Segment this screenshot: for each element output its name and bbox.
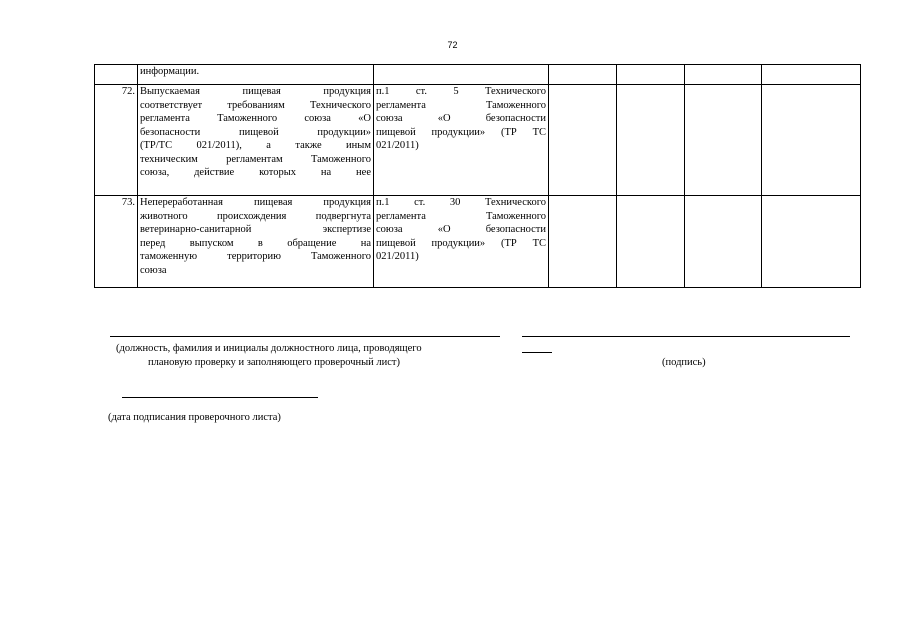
answer-na-cell[interactable] [685, 196, 762, 288]
requirement-line: (ТР/ТС 021/2011), а также иным [140, 140, 371, 151]
note-cell[interactable] [762, 65, 861, 85]
reference-line: пищевой продукции» (ТР ТС [376, 237, 546, 249]
reference-cell [374, 65, 549, 85]
reference-line: 021/2011) [376, 140, 419, 151]
answer-no-cell[interactable] [617, 196, 685, 288]
answer-yes-cell[interactable] [549, 65, 617, 85]
reference-line: п.1 ст. 30 Технического [376, 197, 546, 208]
official-caption-line-2: плановую проверку и заполняющего проверочный лист) [148, 357, 401, 368]
reference-line: регламента Таможенного [376, 210, 546, 222]
requirement-cell [138, 85, 374, 196]
table-body [95, 65, 861, 288]
requirement-line: соответствует требованиям Технического [140, 99, 371, 111]
requirement-line: животного происхождения подвергнута [140, 210, 371, 222]
requirement-line: техническим регламентам Таможенного [140, 153, 371, 165]
reference-cell [374, 85, 549, 196]
note-cell[interactable] [762, 196, 861, 288]
signature-line[interactable] [522, 336, 850, 337]
requirement-cell [138, 196, 374, 288]
requirement-line: союза [140, 264, 167, 276]
requirement-cell [138, 65, 374, 85]
row-number [95, 65, 138, 85]
date-signature-line[interactable] [122, 397, 318, 398]
requirement-line: Непереработанная пищевая продукция [140, 197, 371, 208]
signature-line-tail [522, 352, 552, 353]
answer-yes-cell[interactable] [549, 196, 617, 288]
date-caption: (дата подписания проверочного листа) [108, 412, 281, 423]
requirement-line: регламента Таможенного союза «О [140, 113, 371, 124]
table-row [95, 65, 861, 85]
requirement-line: информации. [140, 66, 200, 77]
reference-line: союза «О безопасности [376, 224, 546, 235]
checklist-table [94, 64, 861, 288]
answer-na-cell[interactable] [685, 85, 762, 196]
reference-line: п.1 ст. 5 Технического [376, 86, 546, 97]
answer-no-cell[interactable] [617, 65, 685, 85]
requirement-line: перед выпуском в обращение на [140, 237, 371, 249]
signature-caption: (подпись) [662, 357, 706, 368]
requirement-line: союза, действие которых на нее [140, 167, 371, 178]
page-number: 72 [447, 40, 458, 50]
reference-line: 021/2011) [376, 251, 419, 262]
note-cell[interactable] [762, 85, 861, 196]
official-signature-line[interactable] [110, 336, 500, 337]
reference-cell [374, 196, 549, 288]
table-row [95, 85, 861, 196]
answer-yes-cell[interactable] [549, 85, 617, 196]
reference-line: союза «О безопасности [376, 113, 546, 124]
row-number: 72. [95, 85, 138, 196]
requirement-line: таможенную территорию Таможенного [140, 251, 371, 262]
requirement-line: ветеринарно-санитарной экспертизе [140, 224, 371, 235]
reference-line: пищевой продукции» (ТР ТС [376, 126, 546, 138]
reference-line: регламента Таможенного [376, 99, 546, 111]
requirement-line: безопасности пищевой продукции» [140, 126, 371, 138]
official-caption-line-1: (должность, фамилия и инициалы должностного лица, проводящего [116, 343, 422, 354]
answer-no-cell[interactable] [617, 85, 685, 196]
requirement-line: Выпускаемая пищевая продукция [140, 86, 371, 97]
answer-na-cell[interactable] [685, 65, 762, 85]
row-number: 73. [95, 196, 138, 288]
table-row [95, 196, 861, 288]
